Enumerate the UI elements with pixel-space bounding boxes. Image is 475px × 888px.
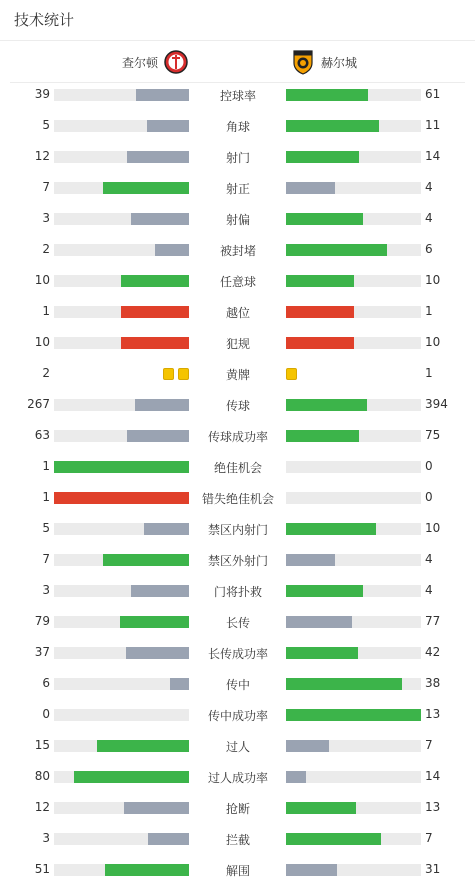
away-stat-bar-track — [286, 616, 421, 628]
away-stat-bar-track — [286, 213, 421, 225]
away-stat-value: 42 — [425, 645, 441, 659]
home-stat-bar-track — [54, 399, 189, 411]
away-stat-bar-fill — [286, 151, 359, 163]
home-stat-bar-track — [54, 833, 189, 845]
away-stat-bar-track — [286, 523, 421, 535]
home-stat-value: 12 — [34, 149, 50, 163]
home-team-name: 查尔顿 — [121, 55, 158, 70]
away-stat-bar-fill — [286, 833, 381, 845]
home-stat-value: 39 — [34, 87, 50, 101]
away-stat-bar-fill — [286, 337, 354, 349]
away-stat-value: 4 — [425, 180, 433, 194]
stat-row — [0, 453, 475, 484]
away-stat-bar-track — [286, 864, 421, 876]
home-stat-value: 37 — [34, 645, 50, 659]
home-stat-value: 63 — [34, 428, 50, 442]
away-stat-value: 10 — [425, 521, 441, 535]
away-team[interactable] — [291, 48, 357, 76]
away-stat-value: 1 — [425, 304, 433, 318]
stat-label: 过人 — [225, 740, 250, 754]
away-stat-bar-track — [286, 709, 421, 721]
away-stat-bar-track — [286, 89, 421, 101]
home-stat-bar-track — [54, 616, 189, 628]
home-stat-value: 1 — [42, 304, 50, 318]
home-stat-value: 3 — [42, 583, 50, 597]
home-stat-bar-fill — [131, 213, 189, 225]
away-team-crest-icon — [291, 49, 315, 75]
stat-label: 射门 — [225, 151, 250, 165]
home-stat-bar-track — [54, 771, 189, 783]
away-stat-value: 61 — [425, 87, 441, 101]
stat-label: 射正 — [225, 182, 250, 196]
stat-row — [0, 81, 475, 112]
away-stat-bar-fill — [286, 554, 335, 566]
home-stat-value: 267 — [27, 397, 50, 411]
home-stat-bar-fill — [131, 585, 189, 597]
home-stat-value: 15 — [34, 738, 50, 752]
stat-label: 拦截 — [225, 833, 250, 847]
home-stat-value: 7 — [42, 180, 50, 194]
away-stat-bar-fill — [286, 120, 379, 132]
home-stat-value: 6 — [42, 676, 50, 690]
stat-label: 角球 — [225, 120, 250, 134]
home-stat-bar-fill — [148, 833, 189, 845]
away-stat-bar-fill — [286, 802, 356, 814]
away-stat-bar-track — [286, 647, 421, 659]
home-yellow-cards — [163, 368, 189, 380]
away-stat-value: 14 — [425, 149, 441, 163]
away-stat-value: 4 — [425, 583, 433, 597]
stat-row — [0, 732, 475, 763]
stat-row — [0, 484, 475, 515]
stat-label: 黄牌 — [225, 368, 250, 382]
home-stat-bar-track — [54, 89, 189, 101]
stat-row — [0, 174, 475, 205]
home-team[interactable] — [122, 48, 188, 76]
away-stat-bar-track — [286, 306, 421, 318]
stat-row — [0, 205, 475, 236]
away-stat-bar-track — [286, 833, 421, 845]
home-stat-value: 1 — [42, 459, 50, 473]
away-stat-value: 10 — [425, 273, 441, 287]
home-stat-value: 3 — [42, 831, 50, 845]
stat-label: 传中成功率 — [207, 709, 268, 723]
away-stat-value: 0 — [425, 490, 433, 504]
stat-row — [0, 422, 475, 453]
away-stat-bar-fill — [286, 771, 306, 783]
away-stat-bar-fill — [286, 182, 335, 194]
home-stat-bar-track — [54, 492, 189, 504]
away-stat-value: 11 — [425, 118, 441, 132]
stat-row — [0, 825, 475, 856]
away-stat-bar-track — [286, 275, 421, 287]
home-stat-bar-track — [54, 275, 189, 287]
home-stat-bar-fill — [105, 864, 189, 876]
stat-label: 禁区内射门 — [207, 523, 268, 537]
stat-label: 任意球 — [219, 275, 256, 289]
home-stat-bar-fill — [147, 120, 189, 132]
home-stat-value: 10 — [34, 273, 50, 287]
away-stat-bar-track — [286, 244, 421, 256]
stat-label: 长传成功率 — [207, 647, 268, 661]
away-stat-bar-fill — [286, 89, 368, 101]
stat-label: 绝佳机会 — [213, 461, 262, 475]
home-stat-bar-track — [54, 554, 189, 566]
stat-row — [0, 608, 475, 639]
yellow-card-icon — [163, 368, 174, 380]
team-header — [10, 41, 465, 83]
away-stat-value: 7 — [425, 738, 433, 752]
stat-row — [0, 515, 475, 546]
stat-row — [0, 546, 475, 577]
away-stat-bar-track — [286, 740, 421, 752]
home-stat-value: 0 — [42, 707, 50, 721]
away-stat-value: 14 — [425, 769, 441, 783]
away-stat-bar-fill — [286, 585, 363, 597]
home-stat-bar-fill — [74, 771, 189, 783]
home-stat-bar-fill — [121, 275, 189, 287]
stat-row — [0, 639, 475, 670]
yellow-card-icon — [178, 368, 189, 380]
away-stat-bar-fill — [286, 616, 352, 628]
stat-label: 越位 — [225, 306, 250, 320]
home-stat-value: 3 — [42, 211, 50, 225]
away-stat-value: 31 — [425, 862, 441, 876]
stat-row — [0, 329, 475, 360]
home-stat-bar-fill — [54, 461, 189, 473]
stat-label: 传球成功率 — [207, 430, 268, 444]
home-stat-bar-fill — [127, 151, 189, 163]
home-stat-bar-fill — [170, 678, 189, 690]
away-stat-value: 7 — [425, 831, 433, 845]
away-stat-bar-fill — [286, 864, 337, 876]
home-stat-value: 2 — [42, 242, 50, 256]
home-stat-bar-track — [54, 120, 189, 132]
away-stat-bar-track — [286, 399, 421, 411]
away-stat-bar-fill — [286, 275, 354, 287]
home-stat-bar-fill — [54, 492, 189, 504]
home-stat-bar-track — [54, 802, 189, 814]
stat-row — [0, 763, 475, 794]
away-stat-bar-track — [286, 337, 421, 349]
home-stat-bar-fill — [127, 430, 189, 442]
home-stat-bar-fill — [136, 89, 189, 101]
away-stat-value: 77 — [425, 614, 441, 628]
stat-row — [0, 391, 475, 422]
stat-row — [0, 577, 475, 608]
stat-label: 射偏 — [225, 213, 250, 227]
home-stat-bar-fill — [144, 523, 189, 535]
stat-row — [0, 236, 475, 267]
home-stat-value: 10 — [34, 335, 50, 349]
home-stat-value: 5 — [42, 118, 50, 132]
away-stat-bar-track — [286, 182, 421, 194]
home-stat-value: 51 — [34, 862, 50, 876]
away-stat-bar-track — [286, 678, 421, 690]
home-stat-bar-fill — [126, 647, 189, 659]
away-stat-bar-fill — [286, 709, 421, 721]
stat-label: 犯规 — [225, 337, 250, 351]
stat-label: 被封堵 — [219, 244, 256, 258]
away-stat-bar-track — [286, 430, 421, 442]
home-stat-bar-track — [54, 306, 189, 318]
away-stat-value: 38 — [425, 676, 441, 690]
stat-row — [0, 298, 475, 329]
page-title: 技术统计 — [14, 11, 75, 29]
home-stat-bar-track — [54, 864, 189, 876]
away-stat-value: 13 — [425, 707, 441, 721]
home-team-crest-icon — [164, 49, 188, 75]
away-stat-bar-track — [286, 461, 421, 473]
home-stat-bar-track — [54, 213, 189, 225]
home-stat-bar-fill — [135, 399, 189, 411]
away-stat-bar-fill — [286, 306, 354, 318]
home-stat-bar-fill — [97, 740, 189, 752]
stat-label: 传中 — [225, 678, 250, 692]
stat-row — [0, 794, 475, 825]
away-stat-bar-fill — [286, 647, 358, 659]
home-stat-bar-track — [54, 337, 189, 349]
home-stat-bar-fill — [121, 306, 189, 318]
home-stat-bar-track — [54, 182, 189, 194]
home-stat-bar-fill — [120, 616, 189, 628]
home-stat-value: 5 — [42, 521, 50, 535]
home-stat-bar-track — [54, 523, 189, 535]
away-stat-bar-fill — [286, 740, 329, 752]
away-team-name: 赫尔城 — [321, 55, 358, 70]
home-stat-bar-track — [54, 461, 189, 473]
away-stat-value: 394 — [425, 397, 448, 411]
home-stat-value: 12 — [34, 800, 50, 814]
home-stat-bar-track — [54, 244, 189, 256]
away-stat-bar-fill — [286, 244, 387, 256]
stat-label: 错失绝佳机会 — [201, 492, 274, 506]
home-stat-bar-fill — [103, 182, 189, 194]
home-stat-value: 2 — [42, 366, 50, 380]
away-stat-bar-fill — [286, 523, 376, 535]
away-stat-bar-fill — [286, 213, 363, 225]
home-stat-bar-track — [54, 585, 189, 597]
home-stat-value: 79 — [34, 614, 50, 628]
away-stat-value: 0 — [425, 459, 433, 473]
stat-label: 禁区外射门 — [207, 554, 268, 568]
stat-label: 门将扑救 — [213, 585, 262, 599]
away-stat-bar-fill — [286, 399, 367, 411]
home-stat-bar-track — [54, 740, 189, 752]
home-stat-bar-fill — [103, 554, 189, 566]
stat-row — [0, 360, 475, 391]
away-stat-value: 4 — [425, 211, 433, 225]
away-stat-value: 75 — [425, 428, 441, 442]
away-yellow-cards — [286, 368, 297, 380]
stat-row — [0, 856, 475, 887]
yellow-card-icon — [286, 368, 297, 380]
home-stat-bar-fill — [124, 802, 189, 814]
stat-label: 传球 — [225, 399, 250, 413]
stat-row — [0, 670, 475, 701]
away-stat-bar-track — [286, 151, 421, 163]
away-stat-bar-track — [286, 554, 421, 566]
away-stat-bar-fill — [286, 678, 402, 690]
away-stat-bar-fill — [286, 430, 359, 442]
home-stat-bar-track — [54, 430, 189, 442]
home-stat-value: 7 — [42, 552, 50, 566]
stat-row — [0, 143, 475, 174]
home-stat-bar-track — [54, 709, 189, 721]
stat-row — [0, 267, 475, 298]
stat-label: 抢断 — [225, 802, 250, 816]
away-stat-value: 6 — [425, 242, 433, 256]
away-stat-value: 10 — [425, 335, 441, 349]
away-stat-value: 13 — [425, 800, 441, 814]
away-stat-value: 1 — [425, 366, 433, 380]
home-stat-bar-track — [54, 647, 189, 659]
stat-label: 控球率 — [219, 89, 256, 103]
away-stat-bar-track — [286, 492, 421, 504]
stat-label: 解围 — [225, 864, 250, 878]
home-stat-bar-track — [54, 151, 189, 163]
home-stat-value: 80 — [34, 769, 50, 783]
stat-label: 长传 — [225, 616, 250, 630]
home-stat-bar-fill — [121, 337, 189, 349]
away-stat-value: 4 — [425, 552, 433, 566]
away-stat-bar-track — [286, 771, 421, 783]
stat-row — [0, 112, 475, 143]
away-stat-bar-track — [286, 802, 421, 814]
home-stat-bar-track — [54, 678, 189, 690]
stat-row — [0, 701, 475, 732]
home-stat-value: 1 — [42, 490, 50, 504]
stat-label: 过人成功率 — [207, 771, 268, 785]
home-stat-bar-fill — [155, 244, 189, 256]
away-stat-bar-track — [286, 120, 421, 132]
away-stat-bar-track — [286, 585, 421, 597]
